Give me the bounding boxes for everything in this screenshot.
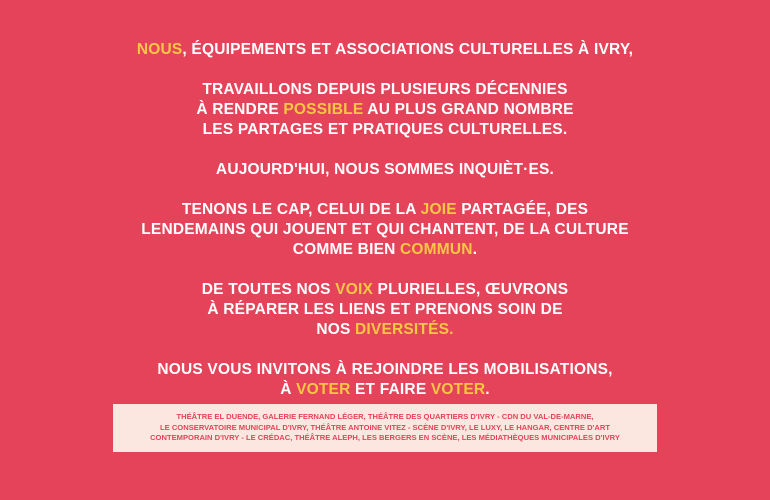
highlight-word: VOTER (296, 381, 351, 398)
highlight-word: JOIE (420, 201, 457, 218)
text-line: LES PARTAGES ET PRATIQUES CULTURELLES. (202, 121, 568, 138)
paragraph-voices (0, 280, 770, 340)
manifesto-text (0, 40, 770, 400)
text-line: NOUS VOUS INVITONS À REJOINDRE LES MOBILISATIONS, (157, 361, 613, 378)
text-line (0, 280, 770, 300)
highlight-word: COMMUN (400, 241, 473, 258)
text-run: . (485, 381, 490, 398)
text-run: DE TOUTES NOS (201, 281, 336, 298)
text-line (0, 100, 770, 120)
signatories-box (113, 404, 657, 452)
signatories-line: CONTEMPORAIN D'IVRY - LE CRÉDAC, THÉÂTRE ALEPH, LES BERGERS EN SCÈNE, LES MÉDIATHÈQUES MUNICIPALES D'IVRY (150, 433, 620, 443)
intro-line (0, 40, 770, 60)
text-run: . (472, 241, 478, 258)
text-run: COMME BIEN (292, 241, 401, 258)
text-line: AUJOURD'HUI, NOUS SOMMES INQUIÈT·ES. (215, 161, 555, 178)
text-line: TRAVAILLONS DEPUIS PLUSIEURS DÉCENNIES (202, 81, 568, 98)
text-run: À (280, 381, 297, 398)
paragraph-vote (0, 360, 770, 400)
paragraph-joy (0, 200, 770, 260)
text-run: AU PLUS GRAND NOMBRE (363, 101, 574, 118)
text-line (0, 200, 770, 220)
signatories-line: THÉÂTRE EL DUENDE, GALERIE FERNAND LÉGER, THÉÂTRE DES QUARTIERS D'IVRY - CDN DU VAL-DE-MARNE, (176, 412, 594, 422)
highlight-word: VOIX (335, 281, 374, 298)
highlight-word: VOTER (430, 381, 486, 398)
text-run: PLURIELLES, ŒUVRONS (373, 281, 569, 298)
signatories-line: LE CONSERVATOIRE MUNICIPAL D'IVRY, THÉÂTRE ANTOINE VITEZ - SCÈNE D'IVRY, LE LUXY, LE HANGAR, CENTRE D'ART (160, 422, 610, 432)
highlight-word: DIVERSITÉS. (355, 321, 454, 338)
text-run: À RENDRE (196, 101, 284, 118)
paragraph-worry (0, 160, 770, 180)
text-run: TENONS LE CAP, CELUI DE LA (181, 201, 421, 218)
text-line (0, 320, 770, 340)
text-run: PARTAGÉE, DES (456, 201, 589, 218)
text-line (0, 240, 770, 260)
text-run: ET FAIRE (350, 381, 431, 398)
text-line: LENDEMAINS QUI JOUENT ET QUI CHANTENT, DE LA CULTURE (141, 221, 629, 238)
highlight-word: POSSIBLE (283, 101, 364, 118)
text-line (0, 380, 770, 400)
text-line: À RÉPARER LES LIENS ET PRENONS SOIN DE (207, 301, 563, 318)
paragraph-work (0, 80, 770, 140)
text-run: , ÉQUIPEMENTS ET ASSOCIATIONS CULTURELLES À IVRY, (182, 41, 634, 58)
highlight-word: NOUS (136, 41, 183, 58)
text-run: NOS (316, 321, 356, 338)
paragraph-intro (0, 40, 770, 60)
